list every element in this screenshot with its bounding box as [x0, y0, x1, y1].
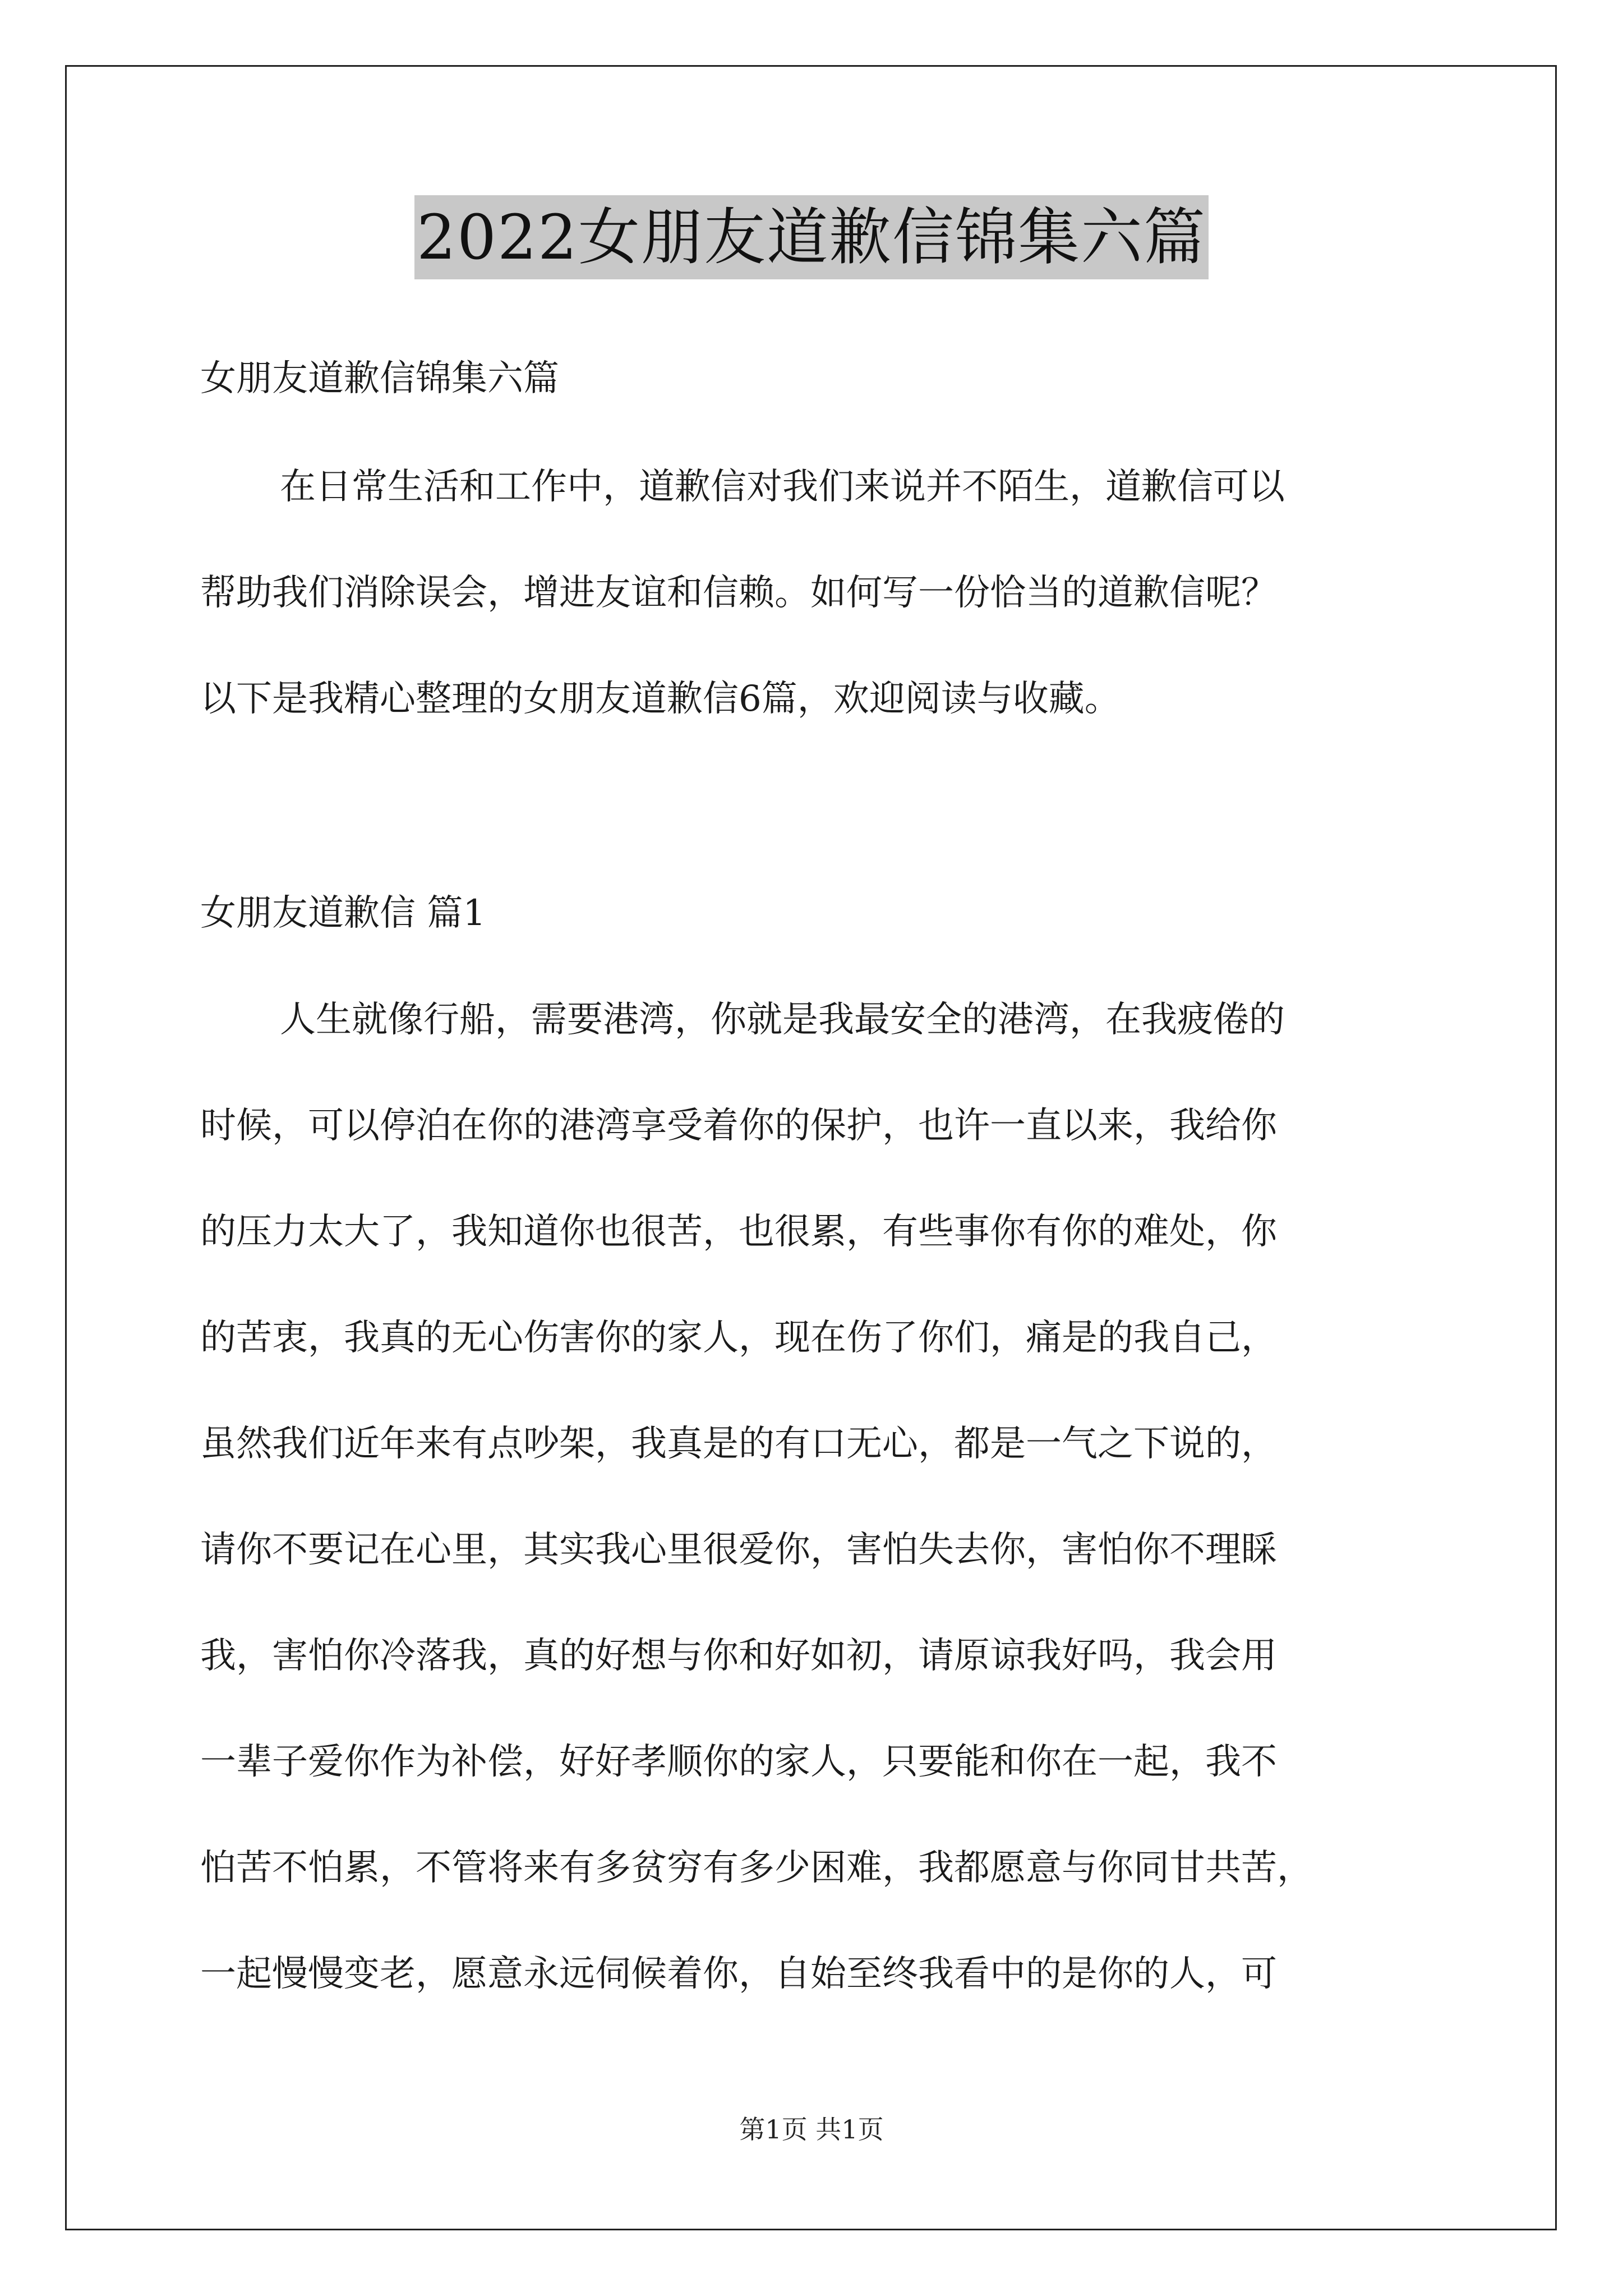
body-line-1: 人生就像行船，需要港湾，你就是我最安全的港湾，在我疲倦的	[280, 999, 1285, 1041]
title-container	[0, 195, 1623, 279]
body-line-4: 的苦衷，我真的无心伤害你的家人，现在伤了你们，痛是的我自己，	[200, 1317, 1277, 1359]
body-line-7: 我，害怕你冷落我，真的好想与你和好如初，请原谅我好吗，我会用	[200, 1635, 1277, 1677]
body-line-8: 一辈子爱你作为补偿，好好孝顺你的家人，只要能和你在一起，我不	[200, 1741, 1277, 1783]
document-title: 2022女朋友道歉信锦集六篇	[414, 195, 1209, 279]
body-line-10: 一起慢慢变老，愿意永远伺候着你，自始至终我看中的是你的人，可	[200, 1953, 1277, 1995]
page-number-footer: 第1页 共1页	[739, 2114, 884, 2145]
subtitle: 女朋友道歉信锦集六篇	[200, 358, 559, 399]
intro-line-2: 帮助我们消除误会，增进友谊和信赖。如何写一份恰当的道歉信呢？	[200, 572, 1277, 614]
intro-line-3: 以下是我精心整理的女朋友道歉信6篇，欢迎阅读与收藏。	[200, 678, 1121, 720]
body-line-9: 怕苦不怕累，不管将来有多贫穷有多少困难，我都愿意与你同甘共苦，	[200, 1847, 1313, 1889]
intro-line-1: 在日常生活和工作中，道歉信对我们来说并不陌生，道歉信可以	[280, 466, 1285, 508]
section-heading: 女朋友道歉信 篇1	[200, 892, 486, 934]
body-line-2: 时候，可以停泊在你的港湾享受着你的保护，也许一直以来，我给你	[200, 1105, 1277, 1147]
body-line-3: 的压力太大了，我知道你也很苦，也很累，有些事你有你的难处，你	[200, 1211, 1277, 1253]
body-line-5: 虽然我们近年来有点吵架，我真是的有口无心，都是一气之下说的，	[200, 1423, 1277, 1465]
body-line-6: 请你不要记在心里，其实我心里很爱你，害怕失去你，害怕你不理睬	[200, 1529, 1277, 1571]
